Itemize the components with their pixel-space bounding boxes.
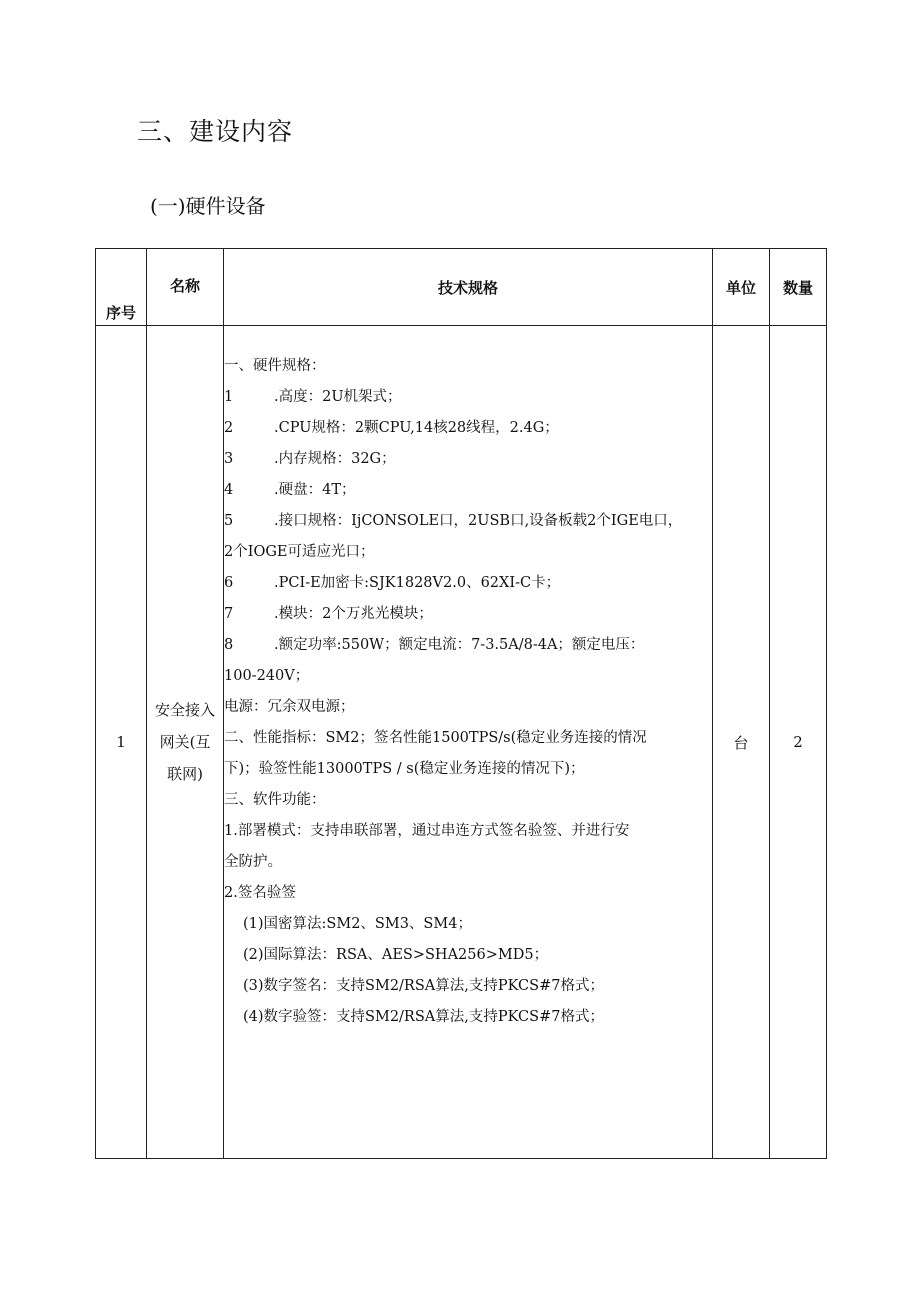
spec-line: [224, 630, 712, 661]
spec-line-text: .高度：2U机架式；: [274, 389, 402, 405]
row-seq: 1: [96, 326, 147, 1159]
spec-line-text: 100-240V；: [224, 668, 310, 684]
spec-line: [224, 816, 712, 847]
spec-line: [224, 847, 712, 878]
spec-line: [224, 382, 712, 413]
header-unit: 单位: [713, 249, 770, 326]
spec-line-text: .CPU规格：2颗CPU,14核28线程，2.4G；: [274, 420, 559, 436]
header-row: [96, 249, 827, 326]
spec-line-text: 二、性能指标：SM2；签名性能1500TPS/s(稳定业务连接的情况: [224, 730, 647, 746]
spec-line-text: .硬盘：4T；: [274, 482, 356, 498]
hardware-spec-table: [95, 248, 827, 1159]
spec-line-text: (3)数字签名：支持SM2/RSA算法,支持PKCS#7格式；: [243, 978, 604, 994]
spec-line: [224, 568, 712, 599]
spec-line: [224, 475, 712, 506]
spec-line-text: 2个IOGE可适应光口；: [224, 544, 375, 560]
spec-line-text: 1.部署模式：支持串联部署，通过串连方式签名验签、并进行安: [224, 823, 630, 839]
spec-line-number: 1: [224, 389, 234, 405]
spec-line: [224, 413, 712, 444]
spec-line: [224, 661, 712, 692]
spec-line-text: 电源：冗余双电源；: [224, 699, 355, 715]
spec-line-text: .模块：2个万兆光模块；: [274, 606, 433, 622]
spec-line-text: 下)；验签性能13000TPS / s(稳定业务连接的情况下)；: [224, 761, 585, 777]
header-qty: 数量: [770, 249, 827, 326]
spec-line: [224, 506, 712, 537]
row-name: [147, 326, 224, 1159]
row-qty: 2: [770, 326, 827, 1159]
spec-line: [224, 909, 712, 940]
header-seq: 序号: [96, 249, 147, 326]
spec-line: [224, 692, 712, 723]
row-unit: 台: [713, 326, 770, 1159]
spec-line-text: .PCI-E加密卡:SJK1828V2.0、62XI-C卡；: [274, 575, 561, 591]
header-spec: 技术规格: [224, 249, 713, 326]
spec-line-number: 8: [224, 637, 234, 653]
spec-line: [224, 785, 712, 816]
spec-line: [224, 444, 712, 475]
spec-line-text: .额定功率:550W；额定电流：7-3.5A/8-4A；额定电压：: [274, 637, 645, 653]
subsection-heading: (一)硬件设备: [150, 194, 266, 218]
row-spec: [224, 326, 713, 1159]
row-name-line: 安全接入: [154, 701, 215, 719]
spec-line-text: (1)国密算法:SM2、SM3、SM4；: [243, 916, 472, 932]
spec-line-number: 6: [224, 575, 234, 591]
spec-line: [224, 754, 712, 785]
spec-line-text: .接口规格：IjCONSOLE口，2USB口,设备板载2个IGE电口，: [274, 513, 683, 529]
spec-line: [224, 971, 712, 1002]
spec-line-text: 三、软件功能：: [224, 792, 326, 808]
spec-lines: [224, 351, 712, 1033]
spec-line: [224, 599, 712, 630]
spec-line-text: (2)国际算法：RSA、AES>SHA256>MD5；: [243, 947, 549, 963]
row-name-line: 网关(互: [159, 733, 211, 751]
spec-line: [224, 723, 712, 754]
spec-line-text: 全防护。: [224, 854, 282, 870]
spec-line-text: (4)数字验签：支持SM2/RSA算法,支持PKCS#7格式；: [243, 1009, 604, 1025]
row-name-line: 联网): [167, 765, 203, 783]
section-heading: 三、建设内容: [137, 117, 294, 146]
spec-line: [224, 537, 712, 568]
spec-line-number: 5: [224, 513, 234, 529]
header-name: 名称: [147, 249, 224, 326]
spec-line-number: 4: [224, 482, 234, 498]
spec-line-text: 2.签名验签: [224, 885, 296, 901]
spec-line-text: 一、硬件规格：: [224, 358, 326, 374]
table-row: [96, 326, 827, 1159]
spec-line: [224, 878, 712, 909]
spec-line-number: 2: [224, 420, 234, 436]
spec-line-number: 7: [224, 606, 234, 622]
spec-line: [224, 940, 712, 971]
spec-line: [224, 1002, 712, 1033]
spec-line-text: .内存规格：32G；: [274, 451, 396, 467]
spec-line: [224, 351, 712, 382]
spec-line-number: 3: [224, 451, 234, 467]
